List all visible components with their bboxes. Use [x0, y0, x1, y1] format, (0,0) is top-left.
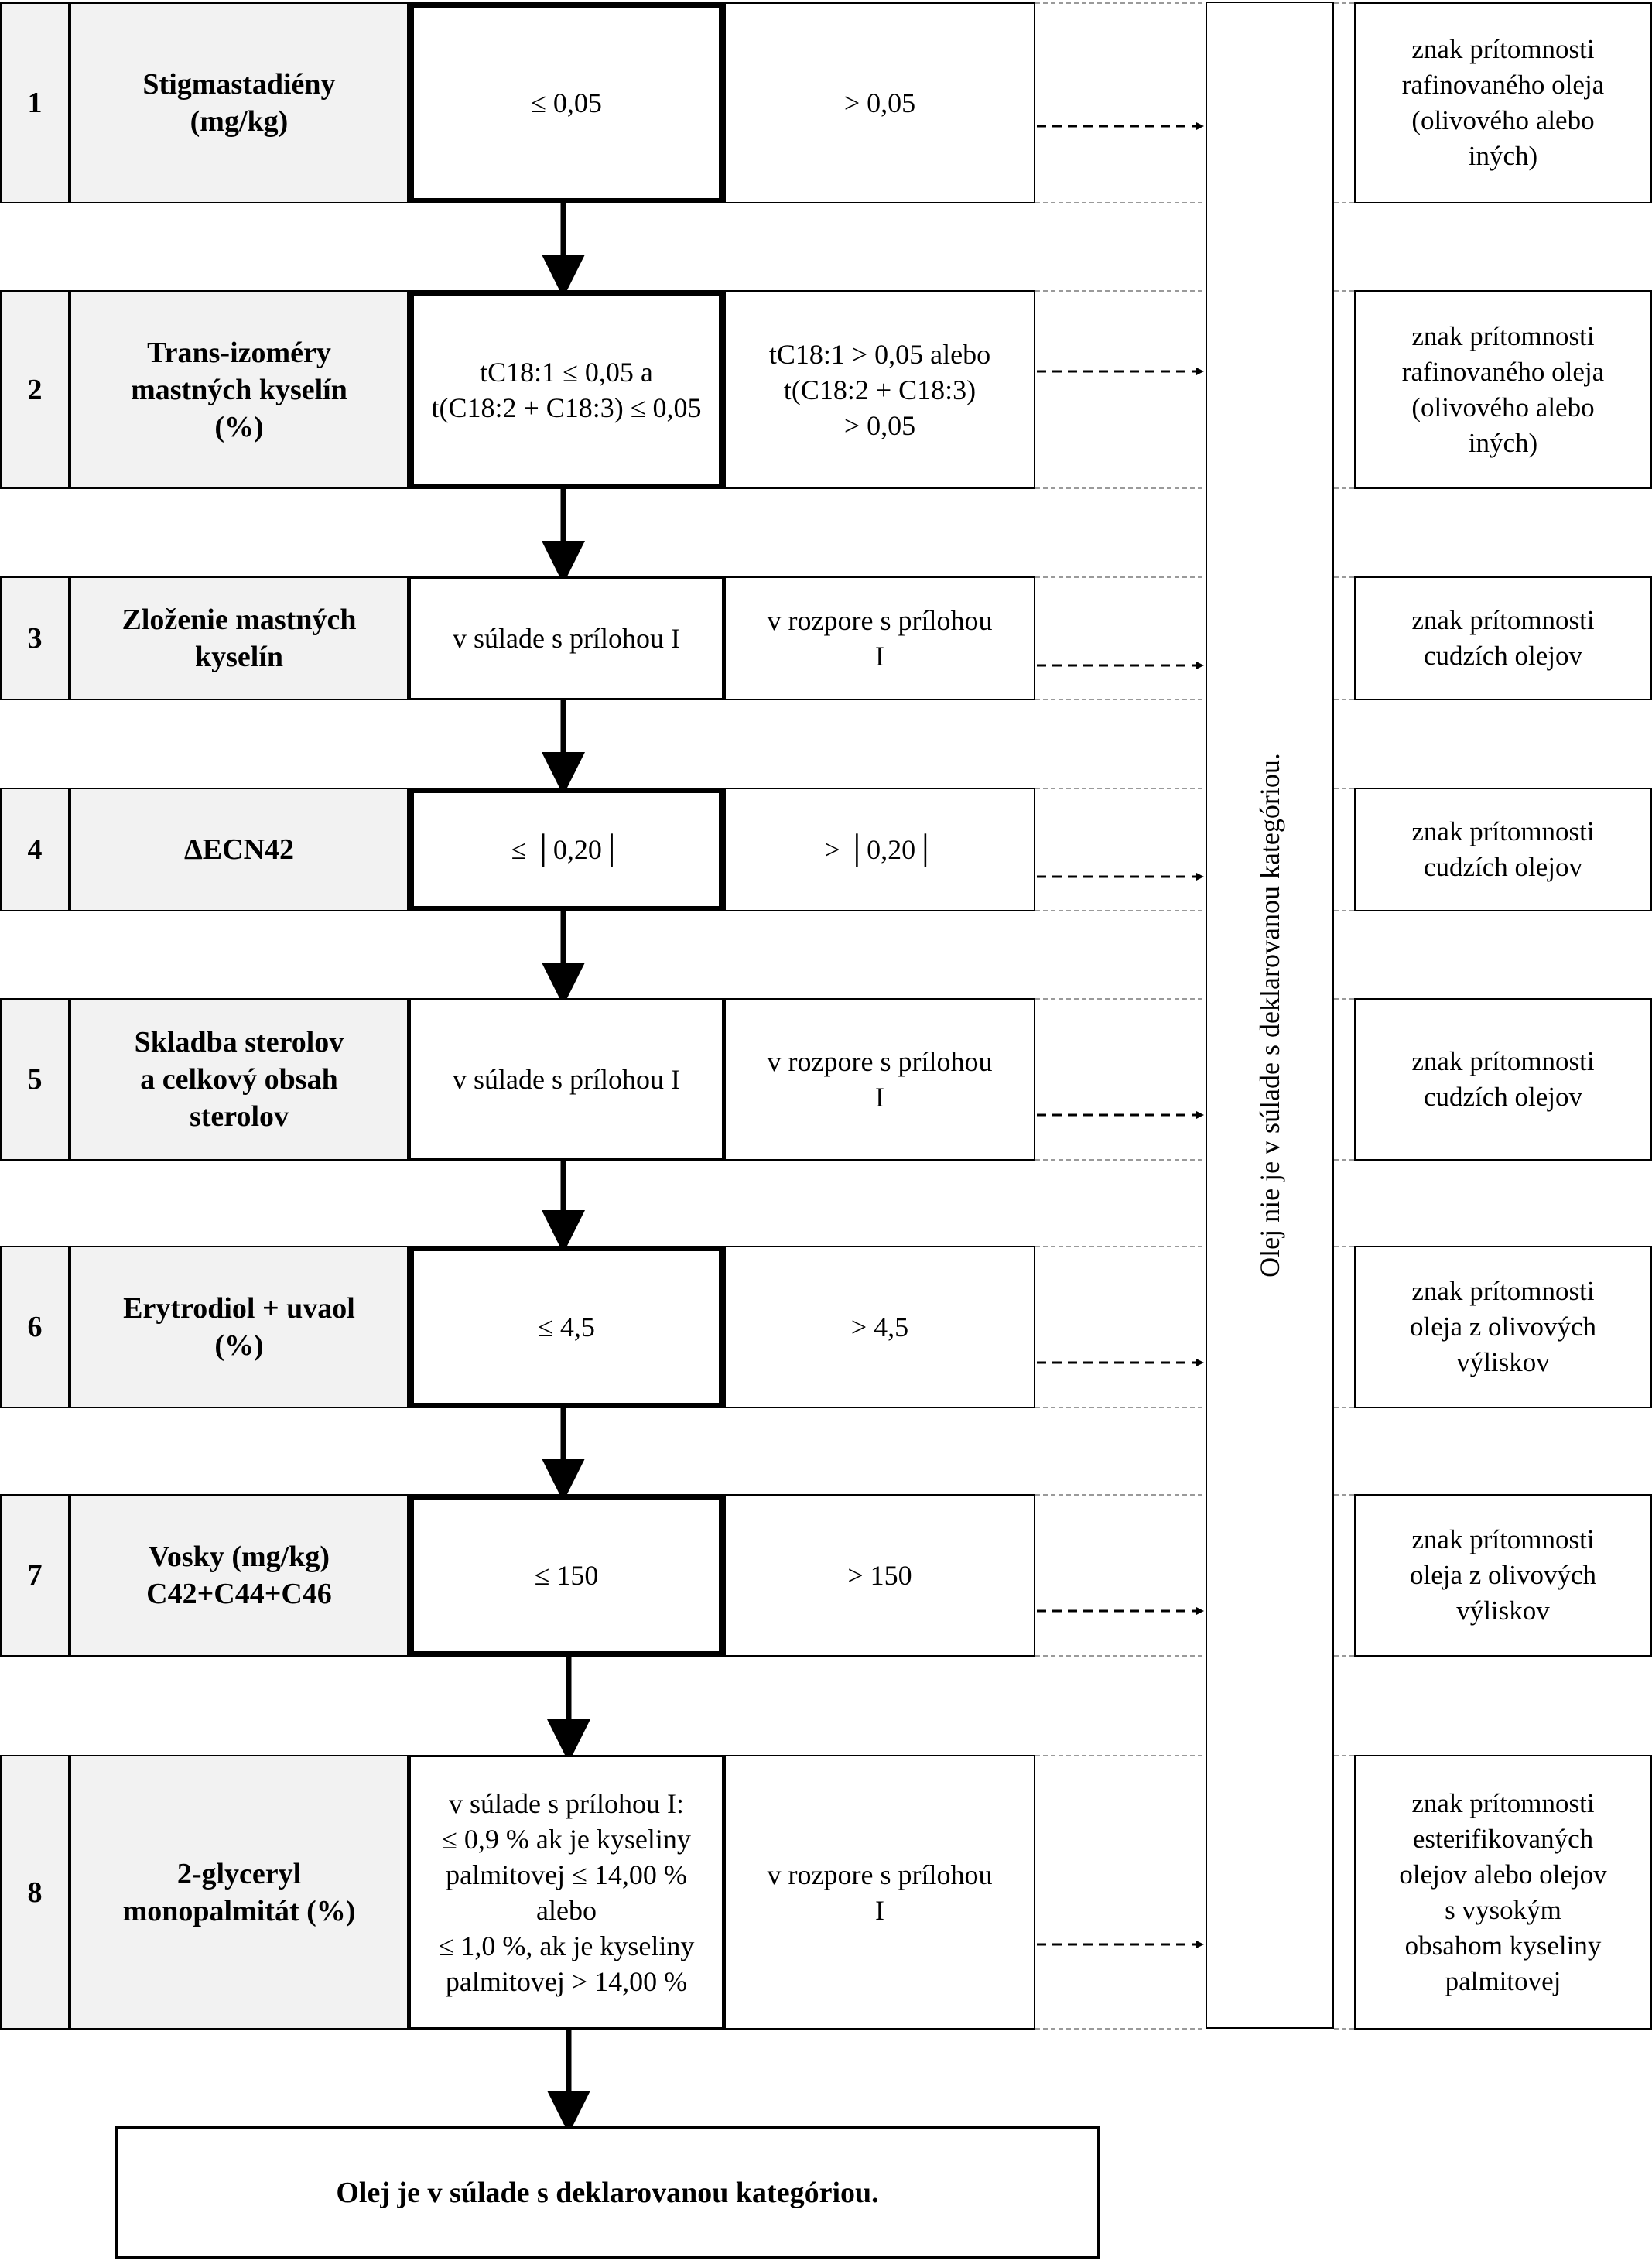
- indication-box-line: iných): [1468, 427, 1538, 458]
- indication-box-line: obsahom kyseliny: [1404, 1930, 1602, 1961]
- fail-condition-line: > 0,05: [843, 87, 916, 118]
- indication-box-line: znak prítomnosti: [1411, 1524, 1595, 1554]
- indication-box-line: oleja z olivových: [1409, 1560, 1597, 1590]
- fail-condition-text: [824, 832, 935, 867]
- indication-box: [1354, 788, 1652, 911]
- step-number: 8: [0, 1755, 70, 2030]
- pass-condition-line: ≤ 0,9 % ak je kyseliny: [442, 1823, 691, 1855]
- criterion-label-text: [184, 831, 294, 868]
- criterion-label: [70, 1246, 409, 1408]
- criterion-label: [70, 788, 409, 911]
- fail-condition: [724, 2, 1035, 203]
- indication-box-text: [1402, 32, 1604, 174]
- step-number: 4: [0, 788, 70, 911]
- step-number: 3: [0, 576, 70, 700]
- step-number: 6: [0, 1246, 70, 1408]
- criterion-label-text: [142, 66, 335, 140]
- criterion-label-line: kyselín: [194, 641, 284, 673]
- fail-condition-line: > 0,05: [843, 409, 916, 441]
- pass-condition-line: v súlade s prílohou I: [453, 623, 680, 654]
- indication-box-text: [1399, 1786, 1606, 1999]
- criterion-label-line: Trans-izoméry: [147, 336, 331, 369]
- indication-box-text: [1411, 1044, 1594, 1115]
- fail-condition-text: [769, 337, 990, 443]
- pass-condition-text: [431, 354, 701, 426]
- dashed-arrows: [1037, 126, 1202, 1944]
- fail-condition-line: I: [875, 641, 884, 672]
- indication-box-line: znak prítomnosti: [1411, 320, 1595, 351]
- fail-condition-line: t(C18:2 + C18:3): [783, 374, 976, 405]
- fail-condition-text: [851, 1309, 908, 1345]
- indication-box: [1354, 576, 1652, 700]
- indication-box: [1354, 998, 1652, 1161]
- fail-condition-line: > │0,20│: [824, 834, 935, 865]
- step-number: 5: [0, 998, 70, 1161]
- indication-box-line: esterifikovaných: [1412, 1823, 1594, 1854]
- fail-condition-line: I: [875, 1082, 884, 1113]
- fail-condition-line: v rozpore s prílohou: [767, 1859, 993, 1890]
- indication-box: [1354, 1755, 1652, 2030]
- indication-box: [1354, 1494, 1652, 1657]
- fail-condition-line: > 150: [847, 1560, 912, 1591]
- pass-condition-line: alebo: [536, 1894, 597, 1926]
- fail-condition-line: > 4,5: [850, 1312, 909, 1342]
- compliant-box: Olej je v súlade s deklarovanou kategóriou.: [115, 2126, 1100, 2259]
- indication-box: [1354, 1246, 1652, 1408]
- criterion-label-text: [123, 1290, 355, 1364]
- pass-condition-line: v súlade s prílohou I: [453, 1064, 680, 1095]
- pass-condition-text: [531, 85, 602, 121]
- fail-condition-text: [844, 85, 915, 121]
- pass-condition-line: v súlade s prílohou I:: [449, 1787, 684, 1819]
- indication-box-line: cudzích olejov: [1423, 1082, 1583, 1112]
- indication-box-line: znak prítomnosti: [1411, 605, 1595, 635]
- pass-condition-line: tC18:1 ≤ 0,05 a: [480, 356, 653, 388]
- criterion-label: [70, 2, 409, 203]
- pass-condition-line: palmitovej > 14,00 %: [445, 1965, 688, 1997]
- criterion-label-line: Skladba sterolov: [134, 1026, 344, 1058]
- fail-condition: [724, 1246, 1035, 1408]
- criterion-label-line: 2-glyceryl: [176, 1857, 302, 1890]
- not-compliant-box: [1206, 2, 1334, 2029]
- indication-box-line: iných): [1468, 141, 1538, 171]
- indication-box-line: výliskov: [1456, 1347, 1550, 1377]
- criterion-label-line: mastných kyselín: [131, 373, 347, 406]
- criterion-label-line: C42+C44+C46: [146, 1578, 332, 1610]
- step-number: 2: [0, 290, 70, 489]
- criterion-label-text: [131, 334, 347, 446]
- indication-box-line: znak prítomnosti: [1411, 1046, 1595, 1076]
- pass-condition-line: palmitovej ≤ 14,00 %: [446, 1859, 687, 1890]
- fail-condition: [724, 576, 1035, 700]
- fail-condition-text: [768, 603, 993, 674]
- criterion-label-text: [146, 1538, 332, 1613]
- criterion-label-line: Zloženie mastných: [121, 604, 357, 636]
- pass-condition: [409, 576, 724, 700]
- indication-box-line: (olivového alebo: [1411, 392, 1595, 422]
- criterion-label-line: Vosky (mg/kg): [148, 1541, 330, 1573]
- pass-condition: [409, 788, 724, 911]
- criterion-label-text: [122, 601, 357, 675]
- criterion-label-text: [135, 1024, 344, 1135]
- indication-box-line: rafinovaného oleja: [1401, 356, 1605, 387]
- fail-condition-line: v rozpore s prílohou: [767, 605, 993, 636]
- criterion-label: [70, 1755, 409, 2030]
- criterion-label-line: a celkový obsah: [140, 1063, 338, 1096]
- indication-box-text: [1411, 814, 1594, 885]
- pass-condition-line: ≤ 4,5: [538, 1312, 595, 1342]
- criterion-label: [70, 290, 409, 489]
- criterion-label-text: [123, 1855, 356, 1930]
- fail-condition-line: tC18:1 > 0,05 alebo: [768, 338, 991, 370]
- pass-condition-text: [538, 1309, 595, 1345]
- indication-box-line: znak prítomnosti: [1411, 1787, 1595, 1818]
- pass-condition-line: t(C18:2 + C18:3) ≤ 0,05: [431, 392, 702, 423]
- indication-box-line: cudzích olejov: [1423, 852, 1583, 882]
- fail-condition: [724, 1755, 1035, 2030]
- criterion-label-line: (mg/kg): [190, 105, 289, 138]
- indication-box: [1354, 2, 1652, 203]
- indication-box-text: [1411, 603, 1594, 674]
- indication-box-line: znak prítomnosti: [1411, 816, 1595, 846]
- step-number: 7: [0, 1494, 70, 1657]
- pass-condition: [409, 1755, 724, 2030]
- criterion-label-line: sterolov: [189, 1100, 289, 1133]
- indication-box-line: palmitovej: [1445, 1965, 1561, 1996]
- criterion-label-line: ΔECN42: [183, 833, 295, 866]
- indication-box-line: výliskov: [1456, 1595, 1550, 1626]
- pass-condition-text: [439, 1786, 695, 1999]
- fail-condition-text: [768, 1857, 993, 1928]
- pass-condition: [409, 998, 724, 1161]
- pass-condition-line: ≤ 0,05: [531, 87, 602, 118]
- step-number: 1: [0, 2, 70, 203]
- fail-condition-line: v rozpore s prílohou: [767, 1046, 993, 1077]
- pass-condition: [409, 1246, 724, 1408]
- fail-condition-text: [847, 1558, 912, 1593]
- indication-box-line: oleja z olivových: [1409, 1312, 1597, 1342]
- indication-box: [1354, 290, 1652, 489]
- indication-box-line: rafinovaného oleja: [1401, 70, 1605, 100]
- indication-box-line: s vysokým: [1445, 1894, 1561, 1925]
- indication-box-text: [1410, 1522, 1596, 1629]
- indication-box-line: (olivového alebo: [1411, 105, 1595, 135]
- criterion-label: [70, 998, 409, 1161]
- pass-condition-text: [535, 1558, 599, 1593]
- pass-condition: [409, 1494, 724, 1657]
- pass-condition-text: [453, 621, 680, 656]
- fail-condition: [724, 998, 1035, 1161]
- pass-condition: [409, 2, 724, 203]
- indication-box-text: [1410, 1274, 1596, 1380]
- criterion-label: [70, 576, 409, 700]
- not-compliant-text: Olej nie je v súlade s deklarovanou kategóriou.: [1254, 753, 1285, 1277]
- fail-condition-text: [768, 1044, 993, 1115]
- pass-condition-line: ≤ 150: [534, 1560, 599, 1591]
- fail-condition: [724, 1494, 1035, 1657]
- pass-condition: [409, 290, 724, 489]
- pass-condition-line: ≤ 1,0 %, ak je kyseliny: [438, 1930, 695, 1961]
- indication-box-line: cudzích olejov: [1423, 641, 1583, 671]
- indication-box-line: znak prítomnosti: [1411, 1276, 1595, 1306]
- pass-condition-line: ≤ │0,20│: [511, 834, 622, 865]
- criterion-label-line: Erytrodiol + uvaol: [123, 1292, 355, 1325]
- criterion-label-line: monopalmitát (%): [122, 1894, 356, 1927]
- fail-condition-line: I: [875, 1894, 884, 1926]
- criterion-label: [70, 1494, 409, 1657]
- criterion-label-line: Stigmastadiény: [142, 68, 336, 101]
- indication-box-line: olejov alebo olejov: [1399, 1859, 1607, 1890]
- indication-box-text: [1402, 319, 1604, 461]
- fail-condition: [724, 290, 1035, 489]
- criterion-label-line: (%): [214, 1329, 264, 1362]
- pass-condition-text: [453, 1062, 680, 1097]
- criterion-label-line: (%): [214, 410, 264, 443]
- indication-box-line: znak prítomnosti: [1411, 34, 1595, 64]
- pass-condition-text: [511, 832, 622, 867]
- fail-condition: [724, 788, 1035, 911]
